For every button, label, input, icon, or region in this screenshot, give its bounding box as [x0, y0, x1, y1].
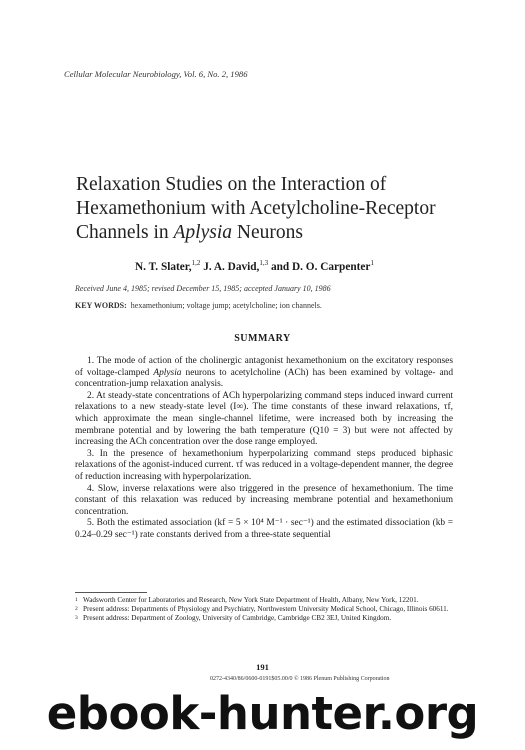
p1-genus: Aplysia	[153, 367, 182, 378]
journal-citation: Cellular Molecular Neurobiology, Vol. 6, No. 2, 1986	[64, 69, 248, 79]
keywords-text: hexamethonium; voltage jump; acetylcholine; ion channels.	[130, 301, 322, 310]
footnote-text: Wadsworth Center for Laboratories and Research, New York State Department of Health, Albany, New York, 12201.	[83, 596, 419, 604]
footnote	[75, 614, 453, 623]
footnotes	[75, 596, 453, 622]
summary-heading: SUMMARY	[234, 333, 291, 344]
keywords	[75, 301, 322, 310]
keywords-label: KEY WORDS:	[75, 301, 127, 310]
footnote-mark: 3	[75, 614, 78, 621]
author-list	[135, 261, 374, 273]
footnote-mark: 1	[75, 597, 78, 603]
page-number: 191	[256, 662, 269, 672]
summary-paragraph-3: 3. In the presence of hexamethonium hyperpolarizing command steps produced biphasic relaxations of the agonist-induced current. τf was reduced in a voltage-dependent manner, the degree of reduction increasing with hyperpolarization.	[75, 448, 453, 482]
footnote-text: Present address: Department of Zoology, University of Cambridge, Cambridge CB2 3EJ, United Kingdom.	[83, 613, 392, 622]
author-affiliation-mark: 1,3	[259, 259, 269, 267]
watermark: ebook-hunter.org	[46, 687, 479, 740]
footnote-mark: 2	[75, 605, 78, 612]
summary-paragraph-5: 5. Both the estimated association (kf = 5 × 10⁴ M⁻¹ · sec⁻¹) and the estimated dissociation (kb = 0.24–0.29 sec⁻¹) rate constants derived from a three-state sequential	[75, 518, 453, 540]
author-name: J. A. David,	[203, 261, 260, 273]
summary-paragraph-2: 2. At steady-state concentrations of ACh hyperpolarizing command steps induced inward current relaxations to a new steady-state level (I∞). The time constants of these inward relaxations, τf, which approximate the mean single-channel lifetime, were increased both by increasing the membrane potential and by lowering the bath temperature (Q10 = 3) but were not affected by increasing the ACh concentration over the dose range employed.	[75, 390, 453, 448]
p1-text-a: 1. The mode of action of the cholinergic antagonist hexamethonium on the excitatory responses of voltage-clamped	[75, 356, 453, 378]
footnote	[75, 605, 453, 614]
title-line-3-post: Neurons	[232, 222, 303, 243]
footnote	[75, 596, 453, 605]
title-line-3	[76, 221, 486, 245]
footnote-divider	[75, 592, 147, 593]
title-genus: Aplysia	[173, 222, 232, 243]
p1-text-b: neurons to acetylcholine (ACh) has been examined by voltage- and concentration-jump relaxation analysis.	[75, 367, 454, 390]
author-affiliation-mark: 1	[370, 259, 374, 267]
summary-body	[75, 356, 453, 542]
title-line-1: Relaxation Studies on the Interaction of	[76, 174, 387, 195]
title-line-3-pre: Channels in	[76, 222, 174, 243]
article-title	[76, 173, 486, 245]
copyright-line: 0272-4340/86/0600-0191$05.00/0 © 1986 Plenum Publishing Corporation	[210, 676, 390, 682]
author-affiliation-mark: 1,2	[191, 259, 201, 267]
author-name: N. T. Slater,	[135, 261, 192, 273]
title-line-2: Hexamethonium with Acetylcholine-Receptor	[76, 198, 436, 219]
footnote-text: Present address: Departments of Physiology and Psychiatry, Northwestern University Medical School, Chicago, Illinois 60611.	[83, 604, 449, 613]
summary-paragraph-4: 4. Slow, inverse relaxations were also triggered in the presence of hexamethonium. The time constant of this relaxation was reduced by increasing membrane potential and hexamethonium concentration.	[75, 483, 453, 517]
summary-paragraph-1	[75, 356, 453, 391]
received-dates: Received June 4, 1985; revised December 15, 1985; accepted January 10, 1986	[75, 284, 331, 293]
author-name: and D. O. Carpenter	[270, 261, 371, 273]
